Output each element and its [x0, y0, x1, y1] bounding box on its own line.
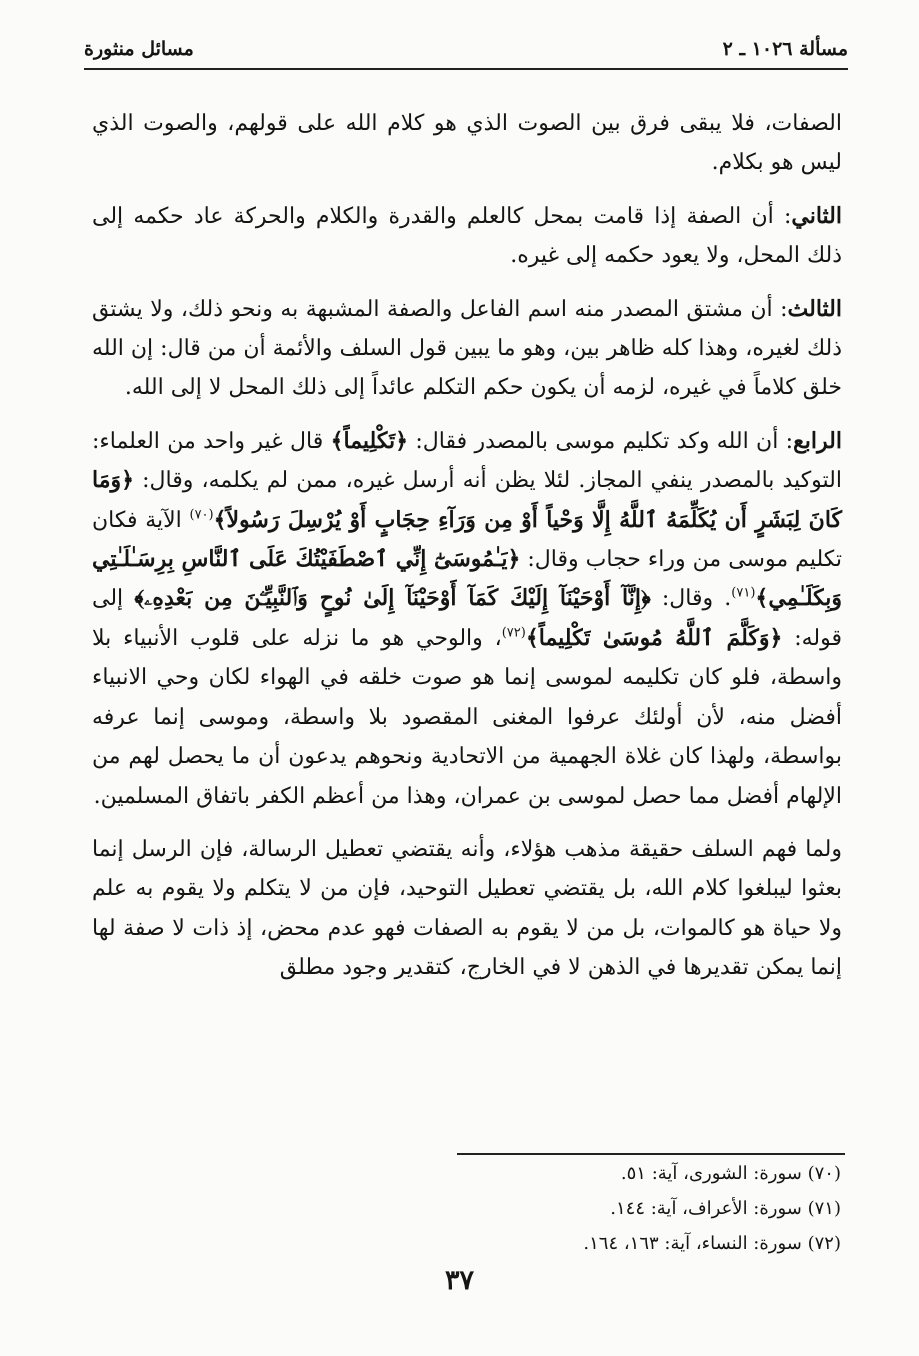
- footnote-ref: (٧٠): [189, 507, 214, 523]
- text-segment: : أن الله وكد تكليم موسى بالمصدر فقال:: [408, 428, 794, 454]
- paragraph-text: : أن مشتق المصدر منه اسم الفاعل والصفة المشبهة به ونحو ذلك، ولا يشتق ذلك لغيره، وهذا كله ظاهر بين، وهو ما يبين قول السلف والأئمة أن من قال: إن الله خلق كلاماً في غيره، لزمه أن يكون حكم التكلم عائداً إلى ذلك المحل لا إلى الله.: [92, 296, 842, 401]
- text-segment: قال غير واحد من العلماء: التوكيد بالمصدر ينفي المجاز. لئلا يظن أنه أرسل غيره، ممن لم يكلمه، وقال:: [92, 428, 842, 494]
- footnote-70: (٧٠) سورة: الشورى، آية: ٥١.: [620, 1163, 841, 1184]
- quran-verse: ﴿تَكْلِيماً﴾: [330, 427, 408, 454]
- text-segment: الآية فكان تكليم موسى من وراء حجاب وقال:: [92, 507, 842, 573]
- book-title: مسائل منثورة: [84, 38, 194, 60]
- text-segment: إلى قوله:: [92, 586, 842, 651]
- paragraph-5: ولما فهم السلف حقيقة مذهب هؤلاء، وأنه يقتضي تعطيل الرسالة، فإن الرسل إنما بعثوا ليبلغوا كلام الله، بل يقتضي تعطيل التوحيد، فإن من لا يتكلم ولا يقوم به علم ولا حياة هو كالموات، بل من لا يقوم به الصفات فهو عدم محض، إذ ذات لا صفة لها إنما يمكن تقديرها في الذهن لا في الخارج، كتقدير وجود مطلق: [92, 836, 842, 981]
- paragraph-text: : أن الصفة إذا قامت بمحل كالعلم والقدرة والكلام والحركة عاد حكمه إلى ذلك المحل، ولا يعود حكمه إلى غيره.: [92, 203, 842, 269]
- footnote-71: (٧١) سورة: الأعراف، آية: ١٤٤.: [610, 1198, 841, 1219]
- quran-verse: ﴿إِنَّآ أَوْحَيْنَآ إِلَيْكَ كَمَآ أَوْحَيْنَآ إِلَىٰ نُوحٍ وَٱلنَّبِيِّـۧنَ مِن بَعْدِهِۦ﴾: [134, 585, 651, 612]
- paragraph-2: [92, 197, 842, 276]
- text-segment: . وقال:: [650, 586, 732, 612]
- paragraph-lead: الرابع: [793, 427, 842, 454]
- quran-verse: ﴿وَمَا كَانَ لِبَشَرٍ أَن يُكَلِّمَهُ ٱللَّهُ إِلَّا وَحْياً أَوْ مِن وَرَآءِ حِجَابٍ أَوْ يُرْسِلَ رَسُولاً﴾: [92, 467, 842, 533]
- page-number: ٣٧: [444, 1265, 474, 1296]
- running-header: [84, 30, 848, 70]
- paragraph-4: [92, 422, 842, 816]
- text-segment: ، والوحي هو ما نزله على قلوب الأنبياء بلا واسطة، فلو كان تكليمه لموسى إنما هو صوت خلقه في الهواء لكان وحي الانبياء أفضل منه، لأن أولئك عرفوا المغنى المقصود بلا واسطة، وموسى إنما عرفه بواسطة، ولهذا كان غلاة الجهمية من الاتحادية ونحوهم يدعون أن ما يحصل لهم من الإلهام أفضل مما حصل لموسى بن عمران، وهذا من أعظم الكفر باتفاق المسلمين.: [92, 625, 842, 809]
- issue-number: مسألة ١٠٢٦ ـ ٢: [722, 38, 848, 60]
- footnote-ref: (٧٢): [501, 625, 526, 641]
- quran-verse: ﴿يَـٰمُوسَىٰٓ إِنِّي ٱصْطَفَيْتُكَ عَلَى ٱلنَّاسِ بِرِسَـٰلَـٰتِي وَبِكَلَـٰمِي﴾: [92, 546, 842, 612]
- paragraph-lead: الثالث: [787, 295, 842, 322]
- paragraph-3: [92, 290, 842, 408]
- main-text: [92, 104, 842, 1002]
- footnote-72: (٧٢) سورة: النساء، آية: ١٦٣، ١٦٤.: [583, 1233, 841, 1254]
- quran-verse: ﴿وَكَلَّمَ ٱللَّهُ مُوسَىٰ تَكْلِيماً﴾: [525, 624, 783, 651]
- footnotes: [441, 1156, 841, 1261]
- paragraph-lead: الثاني: [791, 202, 842, 229]
- paragraph-1: الصفات، فلا يبقى فرق بين الصوت الذي هو كلام الله على قولهم، والصوت الذي ليس هو بكلام.: [92, 111, 842, 176]
- footnote-ref: (٧١): [731, 586, 756, 602]
- footnote-divider: [457, 1153, 845, 1155]
